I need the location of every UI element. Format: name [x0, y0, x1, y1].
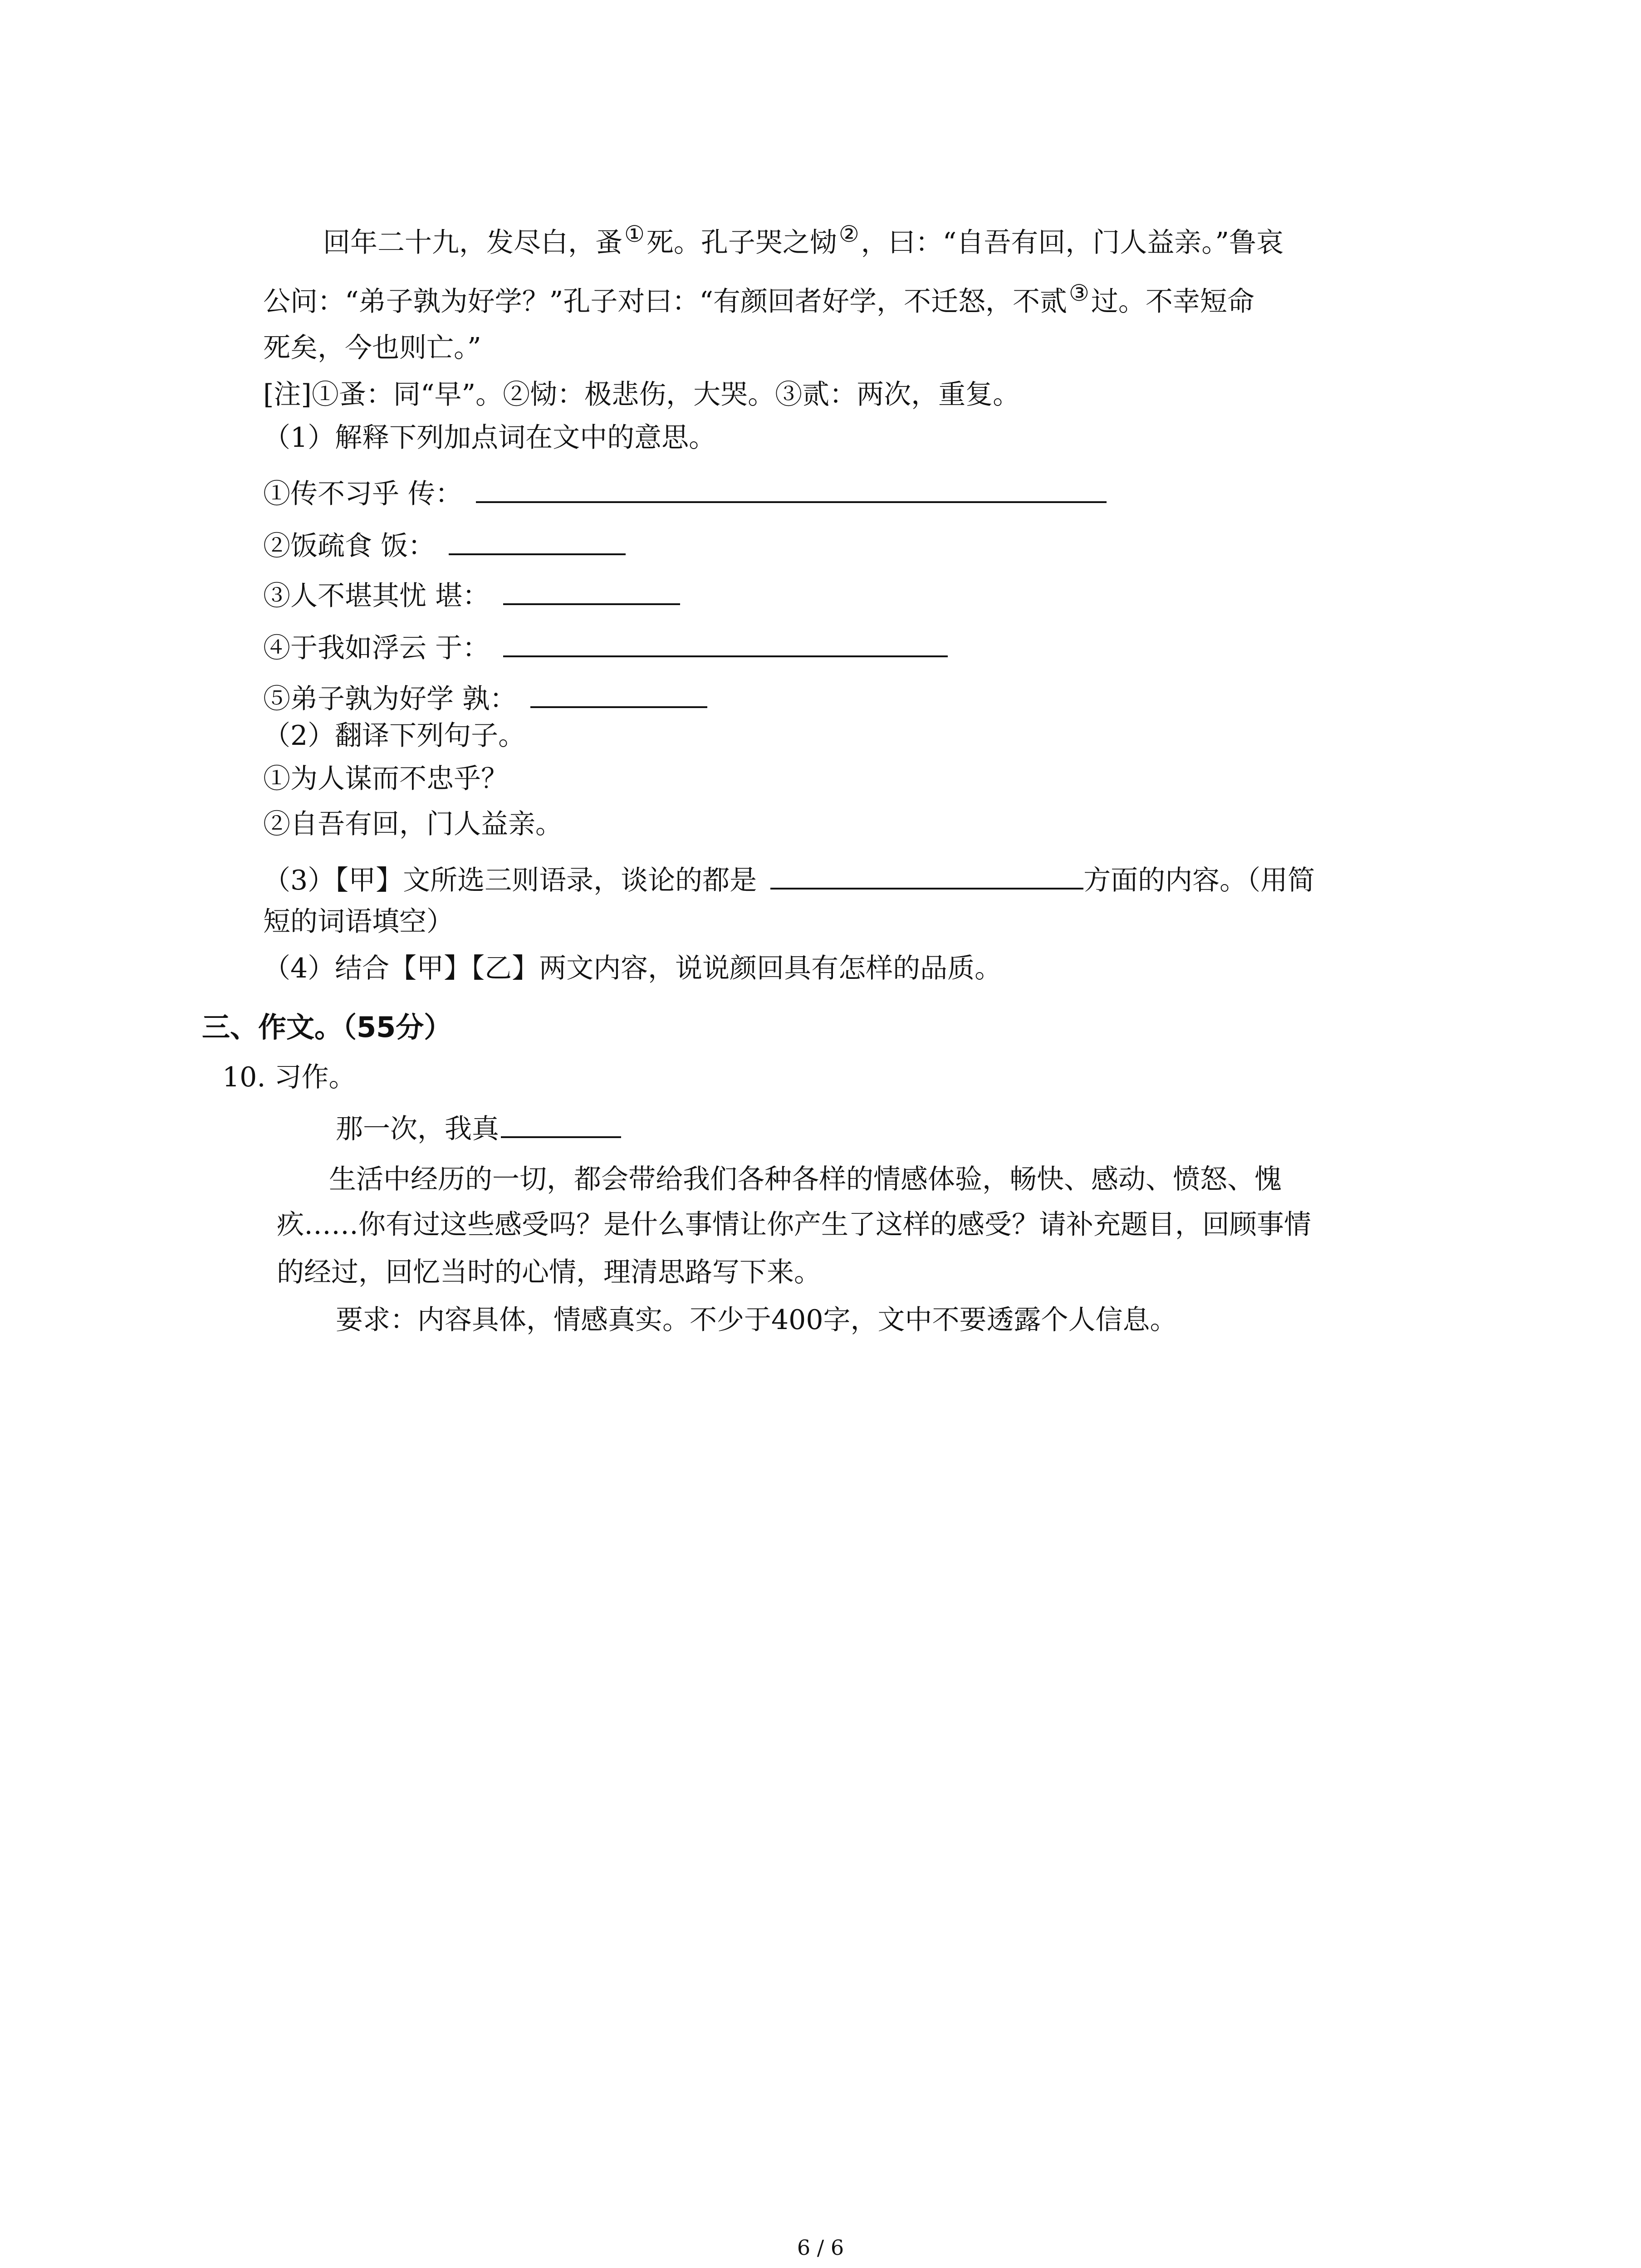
passage-note: [注]①蚤：同“早”。②恸：极悲伤，大哭。③贰：两次，重复。 — [263, 379, 1020, 411]
passage-text: 公问：“弟子孰为好学？”孔子对曰：“有颜回者好学，不迁怒，不贰 — [263, 286, 1068, 318]
question-1-item-label: ④于我如浮云 于： — [263, 632, 490, 664]
section-3-heading: 三、作文。（55分） — [202, 1011, 452, 1044]
question-1-item-label: ⑤弟子孰为好学 孰： — [263, 683, 517, 715]
question-3-text: （3）【甲】文所选三则语录，谈论的都是 — [263, 865, 757, 896]
passage-line-2 — [263, 280, 1254, 321]
question-1-item-4 — [263, 628, 948, 666]
question-4: （4）结合【甲】【乙】两文内容，说说颜回具有怎样的品质。 — [263, 953, 1002, 984]
answer-blank[interactable] — [503, 628, 948, 657]
passage-line-1 — [323, 221, 1284, 262]
question-1-prompt: （1）解释下列加点词在文中的意思。 — [263, 422, 716, 454]
question-3-text: 方面的内容。（用简 — [1083, 865, 1315, 896]
passage-text: 死。孔子哭之恸 — [646, 227, 837, 259]
passage-text: 过。不幸短命 — [1091, 286, 1254, 318]
essay-requirement: 要求：内容具体，情感真实。不少于400字，文中不要透露个人信息。 — [336, 1304, 1177, 1336]
question-3 — [263, 860, 1315, 899]
question-1-item-label: ①传不习乎 传： — [263, 478, 463, 510]
question-2-prompt: （2）翻译下列句子。 — [263, 720, 526, 752]
page-number: 6 / 6 — [797, 2235, 844, 2260]
question-1-item-1 — [263, 474, 1107, 512]
essay-paragraph-line-1: 生活中经历的一切，都会带给我们各种各样的情感体验，畅快、感动、愤怒、愧 — [329, 1163, 1282, 1195]
question-2-item-1: ①为人谋而不忠乎？ — [263, 763, 508, 795]
passage-line-3: 死矣，今也则亡。” — [263, 332, 481, 364]
question-1-item-2 — [263, 526, 626, 564]
question-10-label: 10. 习作。 — [222, 1061, 356, 1093]
essay-title-text: 那一次，我真 — [336, 1113, 499, 1145]
question-1-item-3 — [263, 576, 680, 614]
answer-blank[interactable] — [476, 474, 1107, 503]
passage-text: ，曰：“自吾有回，门人益亲。”鲁哀 — [861, 227, 1284, 259]
footnote-marker: ① — [624, 221, 645, 247]
answer-blank[interactable] — [501, 1109, 621, 1138]
answer-blank[interactable] — [449, 526, 626, 555]
essay-title-prompt — [336, 1109, 621, 1147]
essay-paragraph-line-3: 的经过，回忆当时的心情，理清思路写下来。 — [277, 1256, 821, 1288]
answer-blank[interactable] — [770, 860, 1083, 890]
question-1-item-5 — [263, 679, 707, 717]
footnote-marker: ③ — [1069, 280, 1089, 306]
answer-blank[interactable] — [503, 576, 680, 605]
question-1-item-label: ②饭疏食 饭： — [263, 530, 436, 562]
answer-blank[interactable] — [530, 679, 707, 708]
question-2-item-2: ②自吾有回，门人益亲。 — [263, 808, 563, 840]
footnote-marker: ② — [838, 221, 859, 247]
passage-text: 回年二十九，发尽白，蚤 — [323, 227, 622, 259]
question-1-item-label: ③人不堪其忧 堪： — [263, 580, 490, 612]
question-3-line-2: 短的词语填空） — [263, 906, 454, 938]
essay-paragraph-line-2: 疚……你有过这些感受吗？是什么事情让你产生了这样的感受？请补充题目，回顾事情 — [277, 1209, 1311, 1241]
